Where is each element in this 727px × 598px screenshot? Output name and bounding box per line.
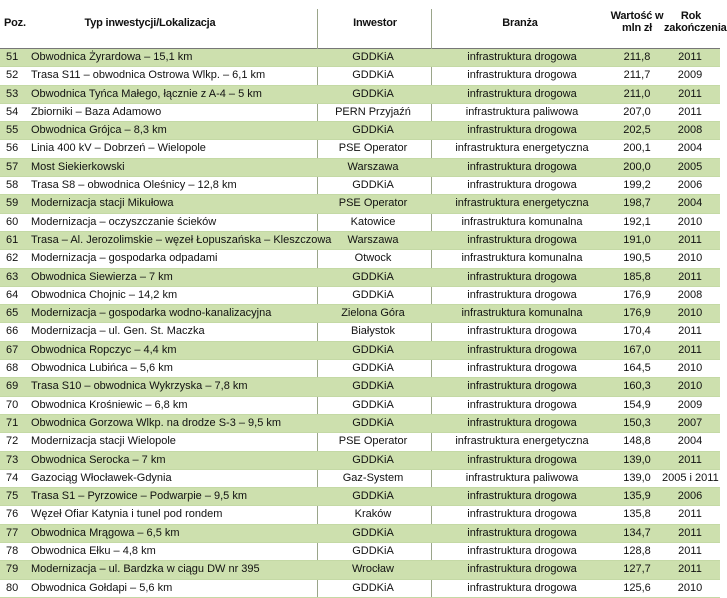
table-row bbox=[0, 543, 720, 561]
cell-typ: Most Siekierkowski bbox=[31, 160, 125, 173]
cell-typ: Modernizacja stacji Mikułowa bbox=[31, 197, 174, 210]
cell-branza: infrastruktura drogowa bbox=[467, 545, 577, 558]
cell-poz: 74 bbox=[6, 471, 19, 484]
cell-wartosc: 211,7 bbox=[623, 69, 651, 82]
cell-branza: infrastruktura drogowa bbox=[467, 325, 577, 338]
cell-poz: 77 bbox=[6, 526, 19, 539]
cell-poz: 71 bbox=[6, 416, 19, 429]
cell-inwestor: Warszawa bbox=[347, 233, 399, 246]
cell-branza: infrastruktura drogowa bbox=[467, 416, 577, 429]
cell-branza: infrastruktura drogowa bbox=[467, 380, 577, 393]
cell-rok: 2005 bbox=[677, 160, 703, 173]
cell-poz: 78 bbox=[6, 545, 19, 558]
cell-inwestor: Białystok bbox=[350, 325, 396, 338]
cell-poz: 58 bbox=[6, 179, 19, 192]
cell-inwestor: GDDKiA bbox=[352, 124, 394, 137]
cell-poz: 59 bbox=[6, 197, 19, 210]
cell-inwestor: GDDKiA bbox=[352, 179, 394, 192]
cell-rok: 2004 bbox=[677, 197, 703, 210]
cell-branza: infrastruktura komunalna bbox=[461, 307, 583, 320]
cell-typ: Zbiorniki – Baza Adamowo bbox=[31, 105, 162, 118]
table-row bbox=[0, 250, 720, 268]
cell-poz: 54 bbox=[6, 105, 19, 118]
cell-rok: 2011 bbox=[678, 233, 702, 246]
cell-typ: Trasa S10 – obwodnica Wykrzyska – 7,8 km bbox=[31, 380, 248, 393]
cell-inwestor: Katowice bbox=[350, 215, 396, 228]
cell-poz: 62 bbox=[6, 252, 19, 265]
cell-branza: infrastruktura energetyczna bbox=[455, 435, 589, 448]
cell-typ: Obwodnica Mrągowa – 6,5 km bbox=[31, 526, 180, 539]
cell-rok: 2011 bbox=[678, 508, 702, 521]
cell-rok: 2008 bbox=[677, 124, 703, 137]
cell-inwestor: GDDKiA bbox=[352, 581, 394, 594]
cell-branza: infrastruktura paliwowa bbox=[465, 105, 579, 118]
cell-branza: infrastruktura drogowa bbox=[467, 124, 577, 137]
header-wartosc: Wartość w mln zł bbox=[610, 10, 664, 34]
cell-inwestor: Otwock bbox=[354, 252, 392, 265]
table-body bbox=[0, 49, 720, 598]
cell-poz: 63 bbox=[6, 270, 19, 283]
cell-typ: Linia 400 kV – Dobrzeń – Wielopole bbox=[31, 142, 206, 155]
cell-inwestor: GDDKiA bbox=[352, 87, 394, 100]
cell-inwestor: PSE Operator bbox=[338, 142, 408, 155]
cell-wartosc: 139,0 bbox=[623, 453, 651, 466]
table-row bbox=[0, 433, 720, 451]
table-row bbox=[0, 360, 720, 378]
cell-branza: infrastruktura drogowa bbox=[467, 69, 577, 82]
table-row bbox=[0, 159, 720, 177]
cell-branza: infrastruktura drogowa bbox=[467, 508, 577, 521]
cell-typ: Modernizacja – gospodarka odpadami bbox=[31, 252, 218, 265]
cell-poz: 51 bbox=[6, 51, 19, 63]
cell-rok: 2004 bbox=[677, 142, 703, 155]
cell-typ: Modernizacja – oczyszczanie ścieków bbox=[31, 215, 217, 228]
cell-wartosc: 154,9 bbox=[623, 398, 651, 411]
cell-typ: Modernizacja stacji Wielopole bbox=[31, 435, 176, 448]
table-row bbox=[0, 305, 720, 323]
cell-poz: 66 bbox=[6, 325, 19, 338]
table-row bbox=[0, 470, 720, 488]
cell-poz: 55 bbox=[6, 124, 19, 137]
cell-typ: Trasa S1 – Pyrzowice – Podwarpie – 9,5 km bbox=[31, 490, 248, 503]
table-row bbox=[0, 140, 720, 158]
cell-inwestor: GDDKiA bbox=[352, 380, 394, 393]
cell-wartosc: 191,0 bbox=[623, 233, 651, 246]
cell-poz: 57 bbox=[6, 160, 19, 173]
cell-poz: 80 bbox=[6, 581, 19, 594]
cell-poz: 52 bbox=[6, 69, 19, 82]
cell-rok: 2011 bbox=[678, 325, 702, 338]
cell-branza: infrastruktura drogowa bbox=[467, 362, 577, 375]
cell-inwestor: GDDKiA bbox=[352, 490, 394, 503]
cell-typ: Gazociąg Włocławek-Gdynia bbox=[31, 471, 172, 484]
cell-wartosc: 207,0 bbox=[623, 105, 651, 118]
cell-typ: Obwodnica Żyrardowa – 15,1 km bbox=[31, 51, 193, 63]
table-row bbox=[0, 287, 720, 305]
cell-branza: infrastruktura drogowa bbox=[467, 87, 577, 100]
cell-rok: 2011 bbox=[678, 545, 702, 558]
cell-typ: Trasa S11 – obwodnica Ostrowa Wlkp. – 6,1 km bbox=[31, 69, 266, 82]
cell-poz: 70 bbox=[6, 398, 19, 411]
cell-poz: 75 bbox=[6, 490, 19, 503]
cell-rok: 2006 bbox=[677, 490, 703, 503]
table-row bbox=[0, 122, 720, 140]
cell-rok: 2011 bbox=[678, 87, 702, 100]
cell-typ: Obwodnica Gołdapi – 5,6 km bbox=[31, 581, 173, 594]
cell-rok: 2011 bbox=[678, 270, 702, 283]
cell-branza: infrastruktura drogowa bbox=[467, 563, 577, 576]
table-row bbox=[0, 506, 720, 524]
cell-branza: infrastruktura drogowa bbox=[467, 233, 577, 246]
cell-rok: 2010 bbox=[677, 215, 703, 228]
cell-inwestor: Wrocław bbox=[352, 563, 394, 576]
cell-wartosc: 167,0 bbox=[623, 343, 651, 356]
cell-poz: 56 bbox=[6, 142, 19, 155]
table-row bbox=[0, 397, 720, 415]
cell-typ: Obwodnica Chojnic – 14,2 km bbox=[31, 288, 178, 301]
cell-poz: 72 bbox=[6, 435, 19, 448]
cell-typ: Obwodnica Lubińca – 5,6 km bbox=[31, 362, 173, 375]
cell-inwestor: Warszawa bbox=[347, 160, 399, 173]
cell-wartosc: 139,0 bbox=[623, 471, 651, 484]
cell-typ: Modernizacja – ul. Bardzka w ciągu DW nr 395 bbox=[31, 563, 260, 576]
table-row bbox=[0, 67, 720, 85]
table-header bbox=[0, 0, 727, 49]
cell-branza: infrastruktura drogowa bbox=[467, 398, 577, 411]
cell-inwestor: GDDKiA bbox=[352, 51, 394, 63]
cell-typ: Obwodnica Tyńca Małego, łącznie z A-4 – 5 km bbox=[31, 87, 262, 100]
header-branza: Branża bbox=[502, 17, 538, 29]
cell-rok: 2011 bbox=[678, 526, 702, 539]
cell-branza: infrastruktura drogowa bbox=[467, 581, 577, 594]
cell-rok: 2011 bbox=[678, 343, 702, 356]
cell-branza: infrastruktura drogowa bbox=[467, 179, 577, 192]
cell-poz: 67 bbox=[6, 343, 19, 356]
cell-branza: infrastruktura drogowa bbox=[467, 270, 577, 283]
cell-inwestor: Zielona Góra bbox=[341, 307, 405, 320]
cell-wartosc: 202,5 bbox=[623, 124, 651, 137]
cell-branza: infrastruktura komunalna bbox=[461, 252, 583, 265]
cell-wartosc: 150,3 bbox=[623, 416, 651, 429]
cell-wartosc: 176,9 bbox=[623, 307, 651, 320]
cell-rok: 2009 bbox=[677, 398, 703, 411]
cell-wartosc: 200,0 bbox=[623, 160, 651, 173]
cell-wartosc: 198,7 bbox=[623, 197, 651, 210]
cell-rok: 2007 bbox=[677, 416, 703, 429]
cell-wartosc: 211,8 bbox=[623, 51, 651, 63]
cell-rok: 2010 bbox=[677, 581, 703, 594]
cell-rok: 2011 bbox=[678, 453, 702, 466]
cell-rok: 2011 bbox=[678, 563, 702, 576]
table-row bbox=[0, 525, 720, 543]
header-rok: Rok zakończenia bbox=[664, 10, 727, 34]
cell-inwestor: GDDKiA bbox=[352, 526, 394, 539]
cell-rok: 2010 bbox=[677, 380, 703, 393]
header-inwestor: Inwestor bbox=[353, 17, 397, 29]
cell-typ: Obwodnica Serocka – 7 km bbox=[31, 453, 166, 466]
cell-inwestor: GDDKiA bbox=[352, 362, 394, 375]
cell-inwestor: PERN Przyjaźń bbox=[335, 105, 411, 118]
cell-rok: 2011 bbox=[678, 51, 702, 63]
cell-branza: infrastruktura energetyczna bbox=[455, 197, 589, 210]
cell-wartosc: 160,3 bbox=[623, 380, 651, 393]
cell-inwestor: Gaz-System bbox=[342, 471, 404, 484]
cell-branza: infrastruktura paliwowa bbox=[465, 471, 579, 484]
cell-wartosc: 176,9 bbox=[623, 288, 651, 301]
table-row bbox=[0, 323, 720, 341]
cell-branza: infrastruktura komunalna bbox=[461, 215, 583, 228]
cell-poz: 65 bbox=[6, 307, 19, 320]
cell-inwestor: GDDKiA bbox=[352, 69, 394, 82]
cell-rok: 2009 bbox=[677, 69, 703, 82]
table-row bbox=[0, 378, 720, 396]
cell-wartosc: 211,0 bbox=[623, 87, 651, 100]
cell-inwestor: GDDKiA bbox=[352, 398, 394, 411]
cell-wartosc: 135,8 bbox=[623, 508, 651, 521]
cell-wartosc: 135,9 bbox=[623, 490, 651, 503]
cell-typ: Obwodnica Gorzowa Wlkp. na drodze S-3 – 9,5 km bbox=[31, 416, 282, 429]
header-typ: Typ inwestycji/Lokalizacja bbox=[84, 17, 216, 29]
cell-wartosc: 185,8 bbox=[623, 270, 651, 283]
cell-rok: 2008 bbox=[677, 288, 703, 301]
cell-wartosc: 128,8 bbox=[623, 545, 651, 558]
cell-typ: Węzeł Ofiar Katynia i tunel pod rondem bbox=[31, 508, 223, 521]
cell-wartosc: 164,5 bbox=[623, 362, 651, 375]
cell-rok: 2005 i 2011 bbox=[662, 471, 719, 484]
table-row bbox=[0, 177, 720, 195]
table-row bbox=[0, 488, 720, 506]
table-row bbox=[0, 214, 720, 232]
cell-inwestor: GDDKiA bbox=[352, 270, 394, 283]
table-row bbox=[0, 561, 720, 579]
cell-rok: 2010 bbox=[677, 307, 703, 320]
table-row bbox=[0, 342, 720, 360]
cell-poz: 64 bbox=[6, 288, 19, 301]
cell-typ: Obwodnica Ełku – 4,8 km bbox=[31, 545, 156, 558]
cell-inwestor: PSE Operator bbox=[338, 435, 408, 448]
cell-inwestor: GDDKiA bbox=[352, 453, 394, 466]
table-row bbox=[0, 104, 720, 122]
table-row bbox=[0, 452, 720, 470]
cell-branza: infrastruktura drogowa bbox=[467, 343, 577, 356]
cell-branza: infrastruktura drogowa bbox=[467, 51, 577, 63]
cell-wartosc: 192,1 bbox=[623, 215, 651, 228]
cell-typ: Obwodnica Grójca – 8,3 km bbox=[31, 124, 167, 137]
cell-inwestor: GDDKiA bbox=[352, 416, 394, 429]
header-poz: Poz. bbox=[4, 17, 26, 29]
cell-typ: Trasa S8 – obwodnica Oleśnicy – 12,8 km bbox=[31, 179, 237, 192]
cell-poz: 79 bbox=[6, 563, 19, 576]
cell-branza: infrastruktura drogowa bbox=[467, 288, 577, 301]
cell-wartosc: 125,6 bbox=[623, 581, 651, 594]
cell-rok: 2011 bbox=[678, 105, 702, 118]
cell-poz: 69 bbox=[6, 380, 19, 393]
cell-inwestor: GDDKiA bbox=[352, 288, 394, 301]
cell-typ: Obwodnica Ropczyc – 4,4 km bbox=[31, 343, 177, 356]
cell-typ: Obwodnica Siewierza – 7 km bbox=[31, 270, 173, 283]
cell-rok: 2006 bbox=[677, 179, 703, 192]
table-row bbox=[0, 195, 720, 213]
cell-typ: Trasa – Al. Jerozolimskie – węzeł Łopuszańska – Kleszczowa bbox=[31, 233, 332, 246]
cell-typ: Obwodnica Krośniewic – 6,8 km bbox=[31, 398, 188, 411]
cell-poz: 60 bbox=[6, 215, 19, 228]
cell-branza: infrastruktura energetyczna bbox=[455, 142, 589, 155]
cell-rok: 2010 bbox=[677, 252, 703, 265]
cell-typ: Modernizacja – ul. Gen. St. Maczka bbox=[31, 325, 205, 338]
cell-wartosc: 190,5 bbox=[623, 252, 651, 265]
cell-rok: 2010 bbox=[677, 362, 703, 375]
cell-wartosc: 148,8 bbox=[623, 435, 651, 448]
table-row bbox=[0, 86, 720, 104]
cell-inwestor: GDDKiA bbox=[352, 545, 394, 558]
cell-wartosc: 170,4 bbox=[623, 325, 651, 338]
cell-wartosc: 134,7 bbox=[623, 526, 651, 539]
table-row bbox=[0, 232, 720, 250]
cell-poz: 53 bbox=[6, 87, 19, 100]
cell-poz: 68 bbox=[6, 362, 19, 375]
cell-branza: infrastruktura drogowa bbox=[467, 526, 577, 539]
table-row bbox=[0, 580, 720, 598]
cell-rok: 2004 bbox=[677, 435, 703, 448]
cell-typ: Modernizacja – gospodarka wodno-kanalizacyjna bbox=[31, 307, 272, 320]
table-row bbox=[0, 49, 720, 67]
cell-wartosc: 127,7 bbox=[623, 563, 651, 576]
cell-inwestor: PSE Operator bbox=[338, 197, 408, 210]
cell-branza: infrastruktura drogowa bbox=[467, 490, 577, 503]
cell-wartosc: 200,1 bbox=[623, 142, 651, 155]
cell-poz: 76 bbox=[6, 508, 19, 521]
cell-wartosc: 199,2 bbox=[623, 179, 651, 192]
cell-inwestor: GDDKiA bbox=[352, 343, 394, 356]
cell-branza: infrastruktura drogowa bbox=[467, 453, 577, 466]
cell-inwestor: Kraków bbox=[354, 508, 392, 521]
cell-poz: 61 bbox=[6, 233, 19, 246]
table-row bbox=[0, 415, 720, 433]
cell-branza: infrastruktura drogowa bbox=[467, 160, 577, 173]
table-row bbox=[0, 269, 720, 287]
cell-poz: 73 bbox=[6, 453, 19, 466]
